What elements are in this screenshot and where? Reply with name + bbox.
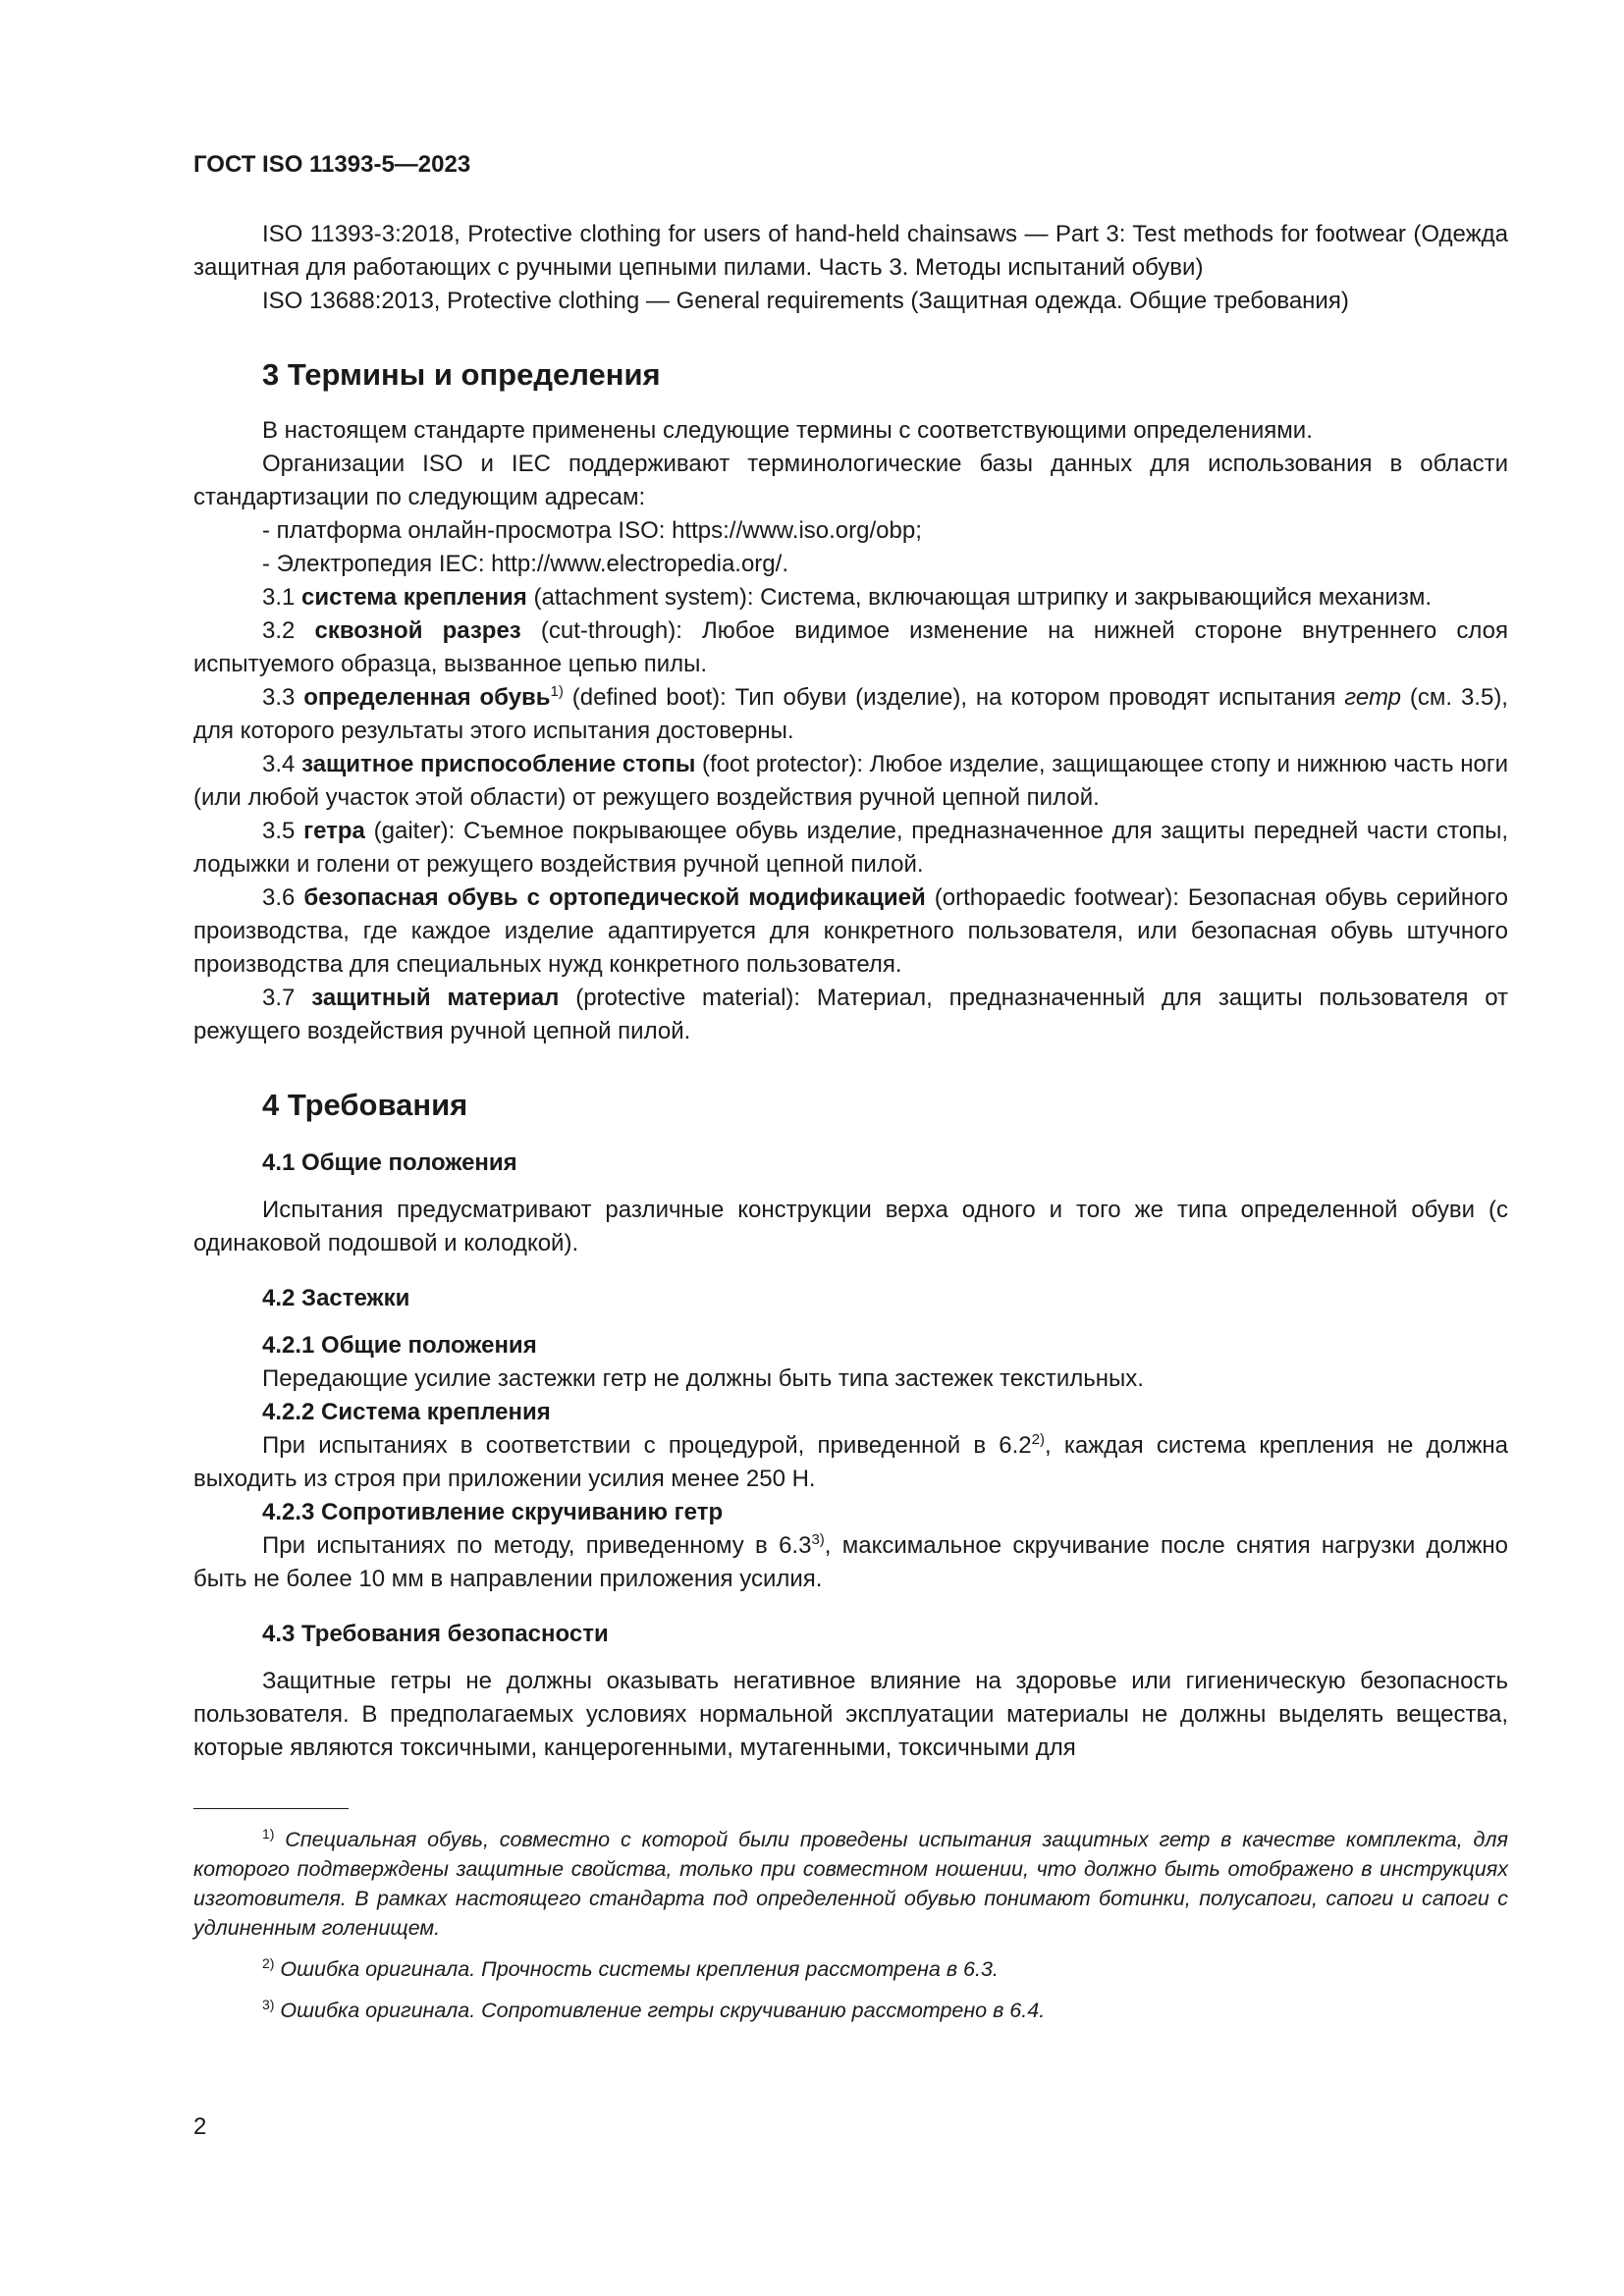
term-name: защитный материал bbox=[311, 985, 560, 1011]
footnote-ref-3: 3) bbox=[811, 1531, 825, 1548]
term-number: 3.4 bbox=[262, 751, 296, 777]
section-4-2-2-text bbox=[193, 1429, 1508, 1496]
section-4-2-3-text bbox=[193, 1529, 1508, 1596]
term-3-5 bbox=[193, 815, 1508, 881]
section-4-3-heading: 4.3 Требования безопасности bbox=[262, 1621, 609, 1647]
document-header: ГОСТ ISO 11393-5—2023 bbox=[193, 151, 471, 178]
footnote-mark: 1) bbox=[262, 1825, 275, 1842]
term-number: 3.1 bbox=[262, 584, 296, 611]
section-4-2-2-heading: 4.2.2 Система крепления bbox=[262, 1399, 551, 1425]
section-3-heading: 3 Термины и определения bbox=[262, 357, 661, 392]
section-4-1-heading: 4.1 Общие положения bbox=[262, 1149, 517, 1176]
term-definition: (gaiter): Съемное покрывающее обувь изделие, предназначенное для защиты передней части стопы, лодыжки и голени от режущего воздействия ручной цепной пилой. bbox=[193, 818, 1508, 878]
term-3-6 bbox=[193, 881, 1508, 982]
term-3-1 bbox=[193, 581, 1508, 614]
footnote-text: Ошибка оригинала. Сопротивление гетры скручиванию рассмотрено в 6.4. bbox=[274, 1999, 1046, 2022]
footnote-2 bbox=[193, 1954, 1508, 1984]
section-4-1-text: Испытания предусматривают различные конструкции верха одного и того же типа определенной обуви (с одинаковой подошвой и колодкой). bbox=[193, 1197, 1508, 1256]
term-3-2 bbox=[193, 614, 1508, 681]
term-definition: (cut-through): Любое видимое изменение на нижней стороне внутреннего слоя испытуемого образца, вызванное цепью пилы. bbox=[193, 617, 1508, 677]
footnote-divider bbox=[193, 1808, 349, 1809]
term-italic-ref: гетр bbox=[1344, 684, 1402, 711]
term-definition-end: (см. 3.5), для которого результаты этого испытания достоверны. bbox=[193, 684, 1508, 744]
section-3-intro: В настоящем стандарте применены следующие термины с соответствующими определениями. bbox=[262, 417, 1313, 444]
term-3-7 bbox=[193, 982, 1508, 1048]
footnote-text: Специальная обувь, совместно с которой были проведены испытания защитных гетр в качестве комплекта, для которого подтверждены защитные свойства, только при совместном ношении, что должно быть отображено в инструкциях изготовителя. В рамках настоящего стандарта под определенной обувью понимают ботинки, полусапоги, сапоги и сапоги с удлиненным голенищем. bbox=[193, 1828, 1508, 1940]
term-definition: (protective material): Материал, предназначенный для защиты пользователя от режущего воздействия ручной цепной пилой. bbox=[193, 985, 1509, 1044]
footnote-ref-2: 2) bbox=[1031, 1431, 1045, 1448]
section-4-heading: 4 Требования bbox=[262, 1088, 468, 1122]
term-name: безопасная обувь с ортопедической модификацией bbox=[303, 884, 926, 911]
section-4-2-1-heading: 4.2.1 Общие положения bbox=[262, 1332, 537, 1359]
term-number: 3.3 bbox=[262, 684, 296, 711]
footnote-mark: 3) bbox=[262, 1996, 275, 2012]
term-name: сквозной разрез bbox=[314, 617, 521, 644]
list-item-electropedia: - Электропедия IEC: http://www.electropedia.org/. bbox=[262, 551, 788, 577]
footnote-mark: 2) bbox=[262, 1954, 275, 1971]
list-item-iso-obp: - платформа онлайн-просмотра ISO: https://www.iso.org/obp; bbox=[262, 517, 922, 544]
term-definition: (foot protector): Любое изделие, защищающее стопу и нижнюю часть ноги (или любой участок этой области) от режущего воздействия ручной цепной пилой. bbox=[193, 751, 1509, 811]
text-part: При испытаниях по методу, приведенному в 6.3 bbox=[262, 1532, 812, 1559]
section-4-3-text: Защитные гетры не должны оказывать негативное влияние на здоровье или гигиеническую безопасность пользователя. В предполагаемых условиях нормальной эксплуатации материалы не должны выделять вещества, которые являются токсичными, канцерогенными, мутагенными, токсичными для bbox=[193, 1668, 1508, 1761]
term-name: определенная обувь bbox=[303, 684, 551, 711]
term-name: система крепления bbox=[301, 584, 527, 611]
term-number: 3.6 bbox=[262, 884, 296, 911]
term-number: 3.5 bbox=[262, 818, 296, 844]
page-number: 2 bbox=[193, 2113, 207, 2140]
term-name: гетра bbox=[303, 818, 365, 844]
term-definition: (defined boot): Тип обуви (изделие), на котором проводят испытания bbox=[563, 684, 1345, 711]
term-definition: (attachment system): Система, включающая штрипку и закрывающийся механизм. bbox=[526, 584, 1433, 611]
footnote-1 bbox=[193, 1825, 1508, 1943]
section-4-2-1-text: Передающие усилие застежки гетр не должны быть типа застежек текстильных. bbox=[262, 1365, 1144, 1392]
term-definition: (orthopaedic footwear): Безопасная обувь серийного производства, где каждое изделие адаптируется для конкретного пользователя, или безопасная обувь штучного производства для специальных нужд конкретного пользователя. bbox=[193, 884, 1508, 978]
footnote-3 bbox=[193, 1996, 1508, 2025]
term-3-4 bbox=[193, 748, 1508, 815]
text-part: При испытаниях в соответствии с процедурой, приведенной в 6.2 bbox=[262, 1432, 1032, 1459]
reference-iso-11393-3: ISO 11393-3:2018, Protective clothing for users of hand-held chainsaws — Part 3: Test methods for footwear (Одежда защитная для работающих с ручными цепными пилами. Часть 3. Методы испытаний обуви) bbox=[193, 221, 1508, 281]
term-number: 3.7 bbox=[262, 985, 296, 1011]
term-number: 3.2 bbox=[262, 617, 296, 644]
term-name: защитное приспособление стопы bbox=[301, 751, 696, 777]
text-part: , максимальное скручивание после снятия нагрузки должно быть не более 10 мм в направлении приложения усилия. bbox=[193, 1532, 1508, 1592]
section-3-intro-databases: Организации ISO и IEC поддерживают терминологические базы данных для использования в области стандартизации по следующим адресам: bbox=[193, 451, 1508, 510]
section-4-2-heading: 4.2 Застежки bbox=[262, 1285, 410, 1311]
footnote-text: Ошибка оригинала. Прочность системы крепления рассмотрена в 6.3. bbox=[274, 1957, 999, 1981]
footnote-ref-1: 1) bbox=[550, 683, 564, 700]
reference-iso-13688: ISO 13688:2013, Protective clothing — General requirements (Защитная одежда. Общие требования) bbox=[262, 288, 1349, 314]
section-4-2-3-heading: 4.2.3 Сопротивление скручиванию гетр bbox=[262, 1499, 724, 1525]
term-3-3 bbox=[193, 681, 1508, 748]
text-part: , каждая система крепления не должна выходить из строя при приложении усилия менее 250 Н. bbox=[193, 1432, 1508, 1492]
